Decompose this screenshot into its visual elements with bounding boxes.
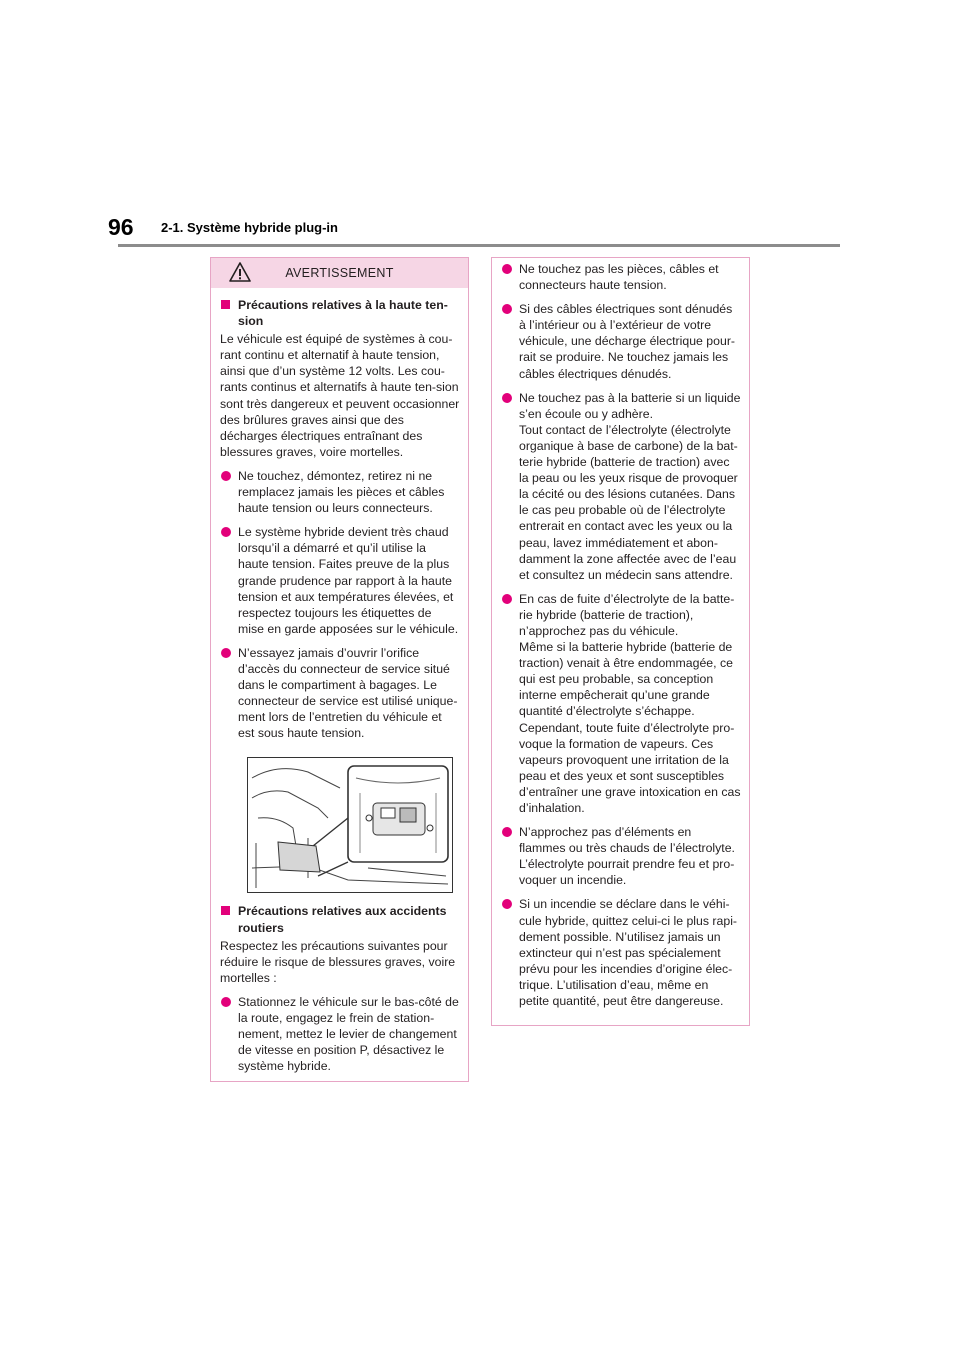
list-item: Stationnez le véhicule sur le bas-côté de la route, engagez le frein de station-nement, mettez le levier de changement de vitesse en position P, désactivez le système hybride. xyxy=(220,994,460,1074)
header-rule xyxy=(118,244,840,247)
list-item: Le système hybride devient très chaud lorsqu’il a démarré et qu’il utilise la haute tension. Faites preuve de la plus grande prudence par rapport à la haute tension et aux températures élevées, et respectez toujours les étiquettes de mise en garde apposées sur le véhicule. xyxy=(220,524,460,637)
warning-box-right xyxy=(491,257,750,1026)
heading-high-voltage: Précautions relatives à la haute ten-sion xyxy=(220,297,460,329)
warning-title: AVERTISSEMENT xyxy=(285,266,394,280)
warning-box-left xyxy=(210,257,469,1082)
list-item: N’essayez jamais d’ouvrir l’orifice d’accès du connecteur de service situé dans le compartiment à bagages. Le connecteur de service est utilisé unique-ment lors de l’entretien du véhicule et est sous haute tension. xyxy=(220,645,460,742)
intro2-paragraph: Respectez les précautions suivantes pour réduire le risque de blessures graves, voire mortelles : xyxy=(220,938,456,985)
heading-road-accidents: Précautions relatives aux accidents routiers xyxy=(220,903,460,935)
warning-header xyxy=(211,258,468,288)
page-number: 96 xyxy=(108,214,134,240)
list-item: N’approchez pas d’éléments en flammes ou très chauds de l’électrolyte. L’électrolyte pourrait prendre feu et pro-voquer un incendie. xyxy=(501,824,741,888)
list-item: Ne touchez pas à la batterie si un liquide s’en écoule ou y adhère. Tout contact de l’électrolyte (électrolyte organique à base de carbone) de la bat-terie hybride (batterie de traction) avec la peau ou les yeux risque de provoquer la cécité ou des lésions cutanées. Dans le cas peu probable où de l’électrolyte entrerait en contact avec les yeux ou la peau, lavez immédiatement et abon-damment la zone affectée avec de l’eau et consultez un médecin sans attendre. xyxy=(501,390,741,583)
list-item: Ne touchez, démontez, retirez ni ne remplacez jamais les pièces et câbles haute tension ou leurs connecteurs. xyxy=(220,468,460,516)
service-connector-illustration xyxy=(247,757,453,893)
warning-triangle-icon xyxy=(229,261,251,283)
list-item: Si un incendie se déclare dans le véhi-cule hybride, quittez celui-ci le plus rapi-dement possible. N’utilisez jamais un extincteur qui n’est pas spécialement prévu pour les incendies d’origine élec-trique. L’utilisation d’eau, même en petite quantité, peut être dangereuse. xyxy=(501,896,741,1009)
list-item: Si des câbles électriques sont dénudés à l’intérieur ou à l’extérieur de votre véhicule, une décharge électrique pour-rait se produire. Ne touchez jamais les câbles électriques dénudés. xyxy=(501,301,741,381)
section-title: 2-1. Système hybride plug-in xyxy=(161,220,338,235)
list-item: Ne touchez pas les pièces, câbles et connecteurs haute tension. xyxy=(501,261,741,293)
intro-paragraph: Le véhicule est équipé de systèmes à cou-rant continu et alternatif à haute tension, ainsi que d’un système 12 volts. Les cou-rants continus et alternatifs à haute ten-sion sont très dangereux et peuvent occasionner des brûlures graves ainsi que des décharges électriques entraînant des blessures graves, voire mortelles. xyxy=(220,332,460,459)
list-item: En cas de fuite d’électrolyte de la batte-rie hybride (batterie de traction), n’approchez pas du véhicule. Même si la batterie hybride (batterie de traction) venait à être endommagée, ce qui est peu probable, sa conception interne empêcherait qu’une grande quantité d’électrolyte s’échappe. Cependant, toute fuite d’électrolyte pro-voque la formation de vapeurs. Ces vapeurs provoquent une irritation de la peau et des yeux et sont susceptibles d’entraîner une grave intoxication en cas d’inhalation. xyxy=(501,591,741,816)
